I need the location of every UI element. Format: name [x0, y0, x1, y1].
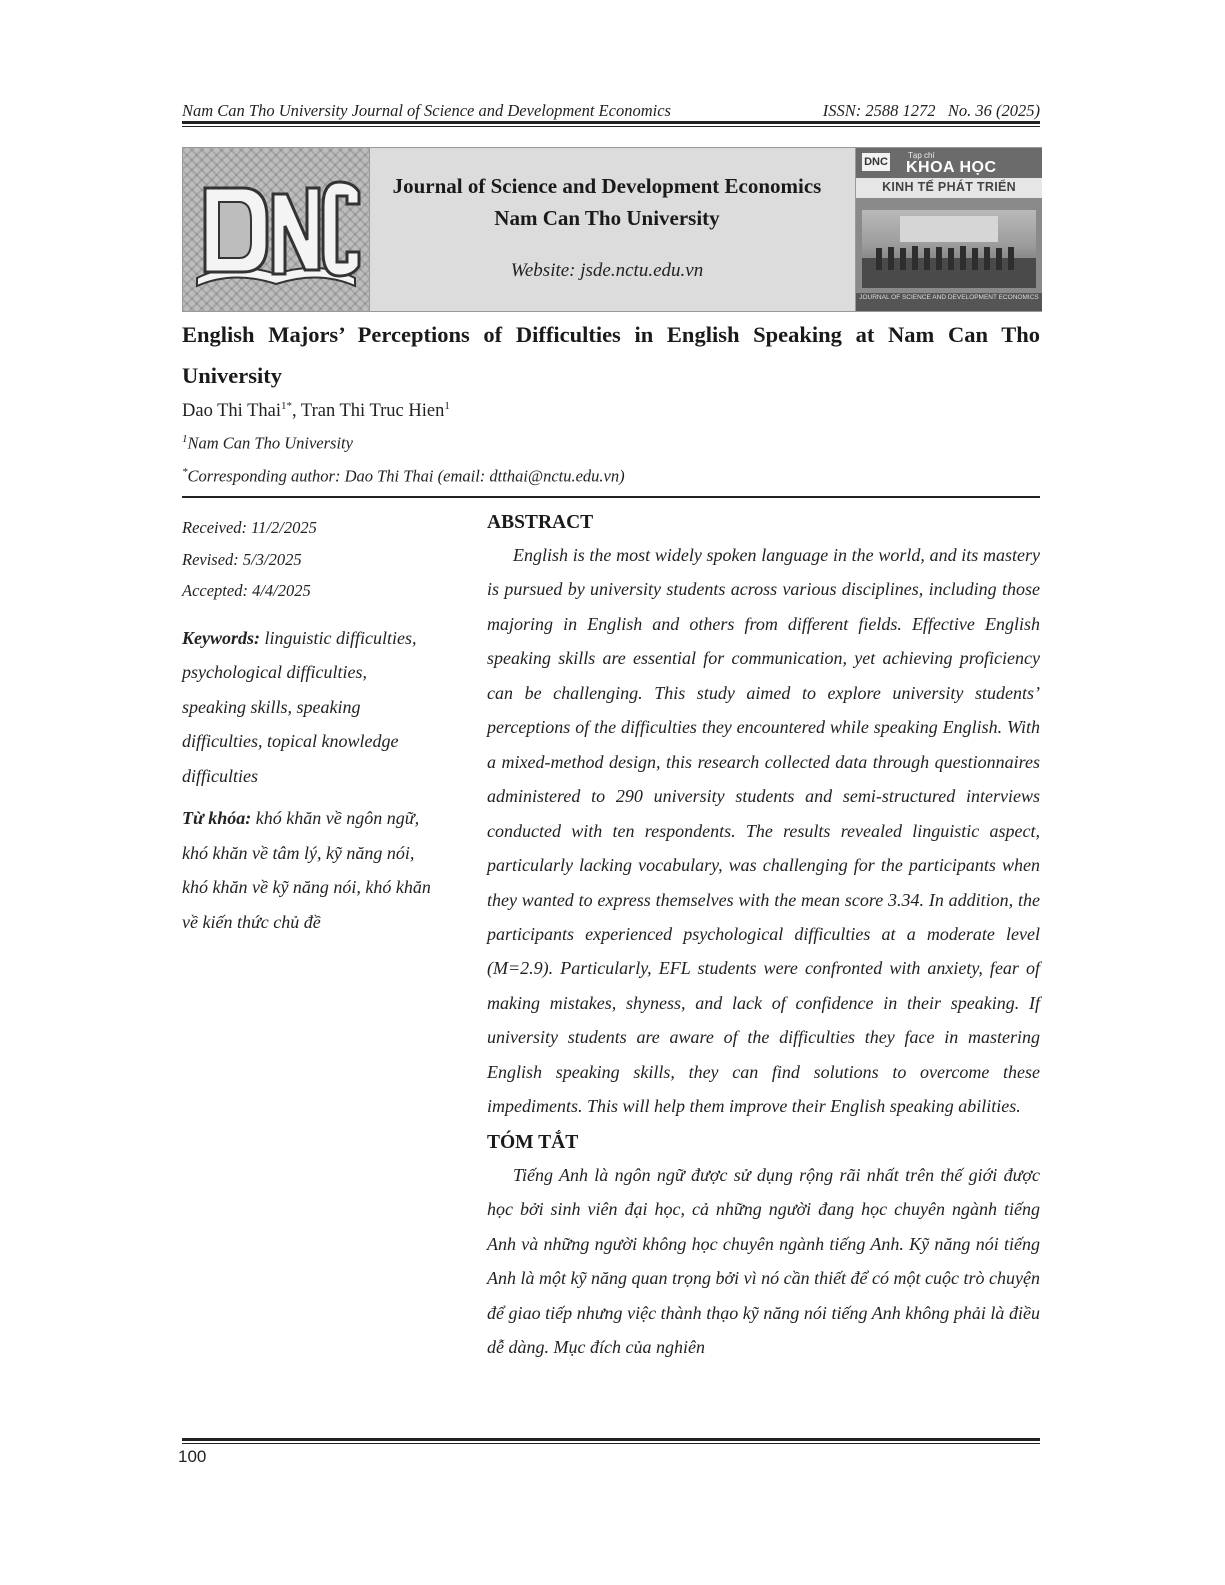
running-header-journal: Nam Can Tho University Journal of Science and Development Economics: [182, 101, 671, 120]
cover-photo: [862, 210, 1036, 288]
footer-rule-thick: [182, 1438, 1040, 1441]
cover-subtitle: KINH TẾ PHÁT TRIỂN: [882, 180, 1016, 194]
footer-rule-thin: [182, 1443, 1040, 1444]
received-date: Received: 11/2/2025: [182, 518, 317, 537]
header-rule-thick: [182, 121, 1040, 124]
article-title: English Majors’ Perceptions of Difficulties in English Speaking at Nam Can Tho University: [182, 322, 1040, 388]
author-2-sup: 1: [444, 400, 450, 412]
tomtat-heading: TÓM TẮT: [487, 1131, 579, 1153]
cover-logo: DNC: [862, 153, 890, 171]
article-info-column: [182, 512, 432, 939]
tukhoa-label: Từ khóa:: [182, 808, 252, 828]
abstract-body: English is the most widely spoken language in the world, and its mastery is pursued by university students across various disciplines, including those majoring in English and others from different fields. Effective English speaking skills are essential for communication, yet achieving proficiency can be challenging. This study aimed to explore university students’ perceptions of the difficulties they encountered while speaking English. With a mixed-method design, this research collected data through questionnaires administered to 290 university students and semi-structured interviews conducted with ten respondents. The results revealed linguistic aspect, particularly lacking vocabulary, was challenging for the participants when they wanted to express themselves with the mean score 3.34. In addition, the participants experienced psychological difficulties at a moderate level (M=2.9). Particularly, EFL students were confronted with anxiety, fear of making mistakes, shyness, and lack of confidence in their speaking. If university students are aware of the difficulties they face in mastering English speaking skills, they can find solutions to overcome these impediments. This will help them improve their English speaking abilities.: [487, 545, 1040, 1117]
dates-block: [182, 512, 432, 607]
banner-title: [369, 170, 845, 234]
corresponding-sup: *: [182, 466, 188, 478]
banner-center: [369, 148, 845, 311]
author-1: Dao Thi Thai: [182, 401, 281, 422]
header-rule-thin: [182, 126, 1040, 127]
cover-small-label: Tạp chí: [908, 151, 935, 160]
corresponding-text: Corresponding author: Dao Thi Thai (email: dtthai@nctu.edu.vn): [187, 466, 625, 486]
banner-title-line2: Nam Can Tho University: [494, 206, 720, 230]
dnc-logo-icon: [183, 148, 370, 311]
accepted-date: Accepted: 4/4/2025: [182, 581, 311, 600]
cover-title: KHOA HỌC: [906, 159, 997, 176]
keywords-block: [182, 621, 432, 794]
authors-line: [182, 400, 450, 422]
tukhoa-text: khó khăn về ngôn ngữ, khó khăn về tâm lý, kỹ năng nói, khó khăn về kỹ năng nói, khó khăn về kiến thức chủ đề: [182, 808, 431, 932]
revised-date: Revised: 5/3/2025: [182, 549, 302, 569]
tomtat-body: Tiếng Anh là ngôn ngữ được sử dụng rộng rãi nhất trên thế giới được học bởi sinh viên đại học, cả những người đang học chuyên ngành tiếng Anh và những người không học chuyên ngành tiếng Anh. Kỹ năng nói tiếng Anh là một kỹ năng quan trọng bởi vì nó cần thiết để có một cuộc trò chuyện để giao tiếp nhưng việc thành thạo kỹ năng nói tiếng Anh không phải là điều dễ dàng. Mục đích của nghiên: [487, 1164, 1040, 1357]
running-header: [182, 99, 1040, 121]
journal-banner: [182, 147, 1042, 312]
author-1-sup: 1*: [281, 400, 292, 412]
heading-divider: [182, 496, 1040, 498]
keywords-label: Keywords:: [182, 627, 260, 648]
affiliation: [182, 433, 353, 454]
keywords-text: linguistic difficulties, psychological difficulties, speaking skills, speaking difficulties, topical knowledge difficulties: [182, 627, 417, 786]
author-2: Tran Thi Truc Hien: [300, 401, 445, 422]
banner-title-line1: Journal of Science and Development Economics: [392, 174, 822, 198]
author-separator: ,: [292, 401, 301, 422]
abstract-column: [487, 508, 1040, 1364]
affiliation-sup: 1: [182, 433, 188, 445]
journal-cover-thumbnail: [855, 148, 1042, 311]
corresponding-author: [182, 466, 625, 487]
banner-website: Website: jsde.nctu.edu.vn: [510, 260, 704, 281]
page-number: 100: [178, 1447, 207, 1466]
cover-bottom-text: JOURNAL OF SCIENCE AND DEVELOPMENT ECONOMICS: [859, 294, 1039, 301]
running-header-issn: ISSN: 2588 1272 No. 36 (2025): [822, 101, 1040, 120]
tukhoa-block: [182, 801, 432, 939]
affiliation-text: Nam Can Tho University: [187, 433, 353, 453]
abstract-heading: ABSTRACT: [487, 512, 594, 533]
